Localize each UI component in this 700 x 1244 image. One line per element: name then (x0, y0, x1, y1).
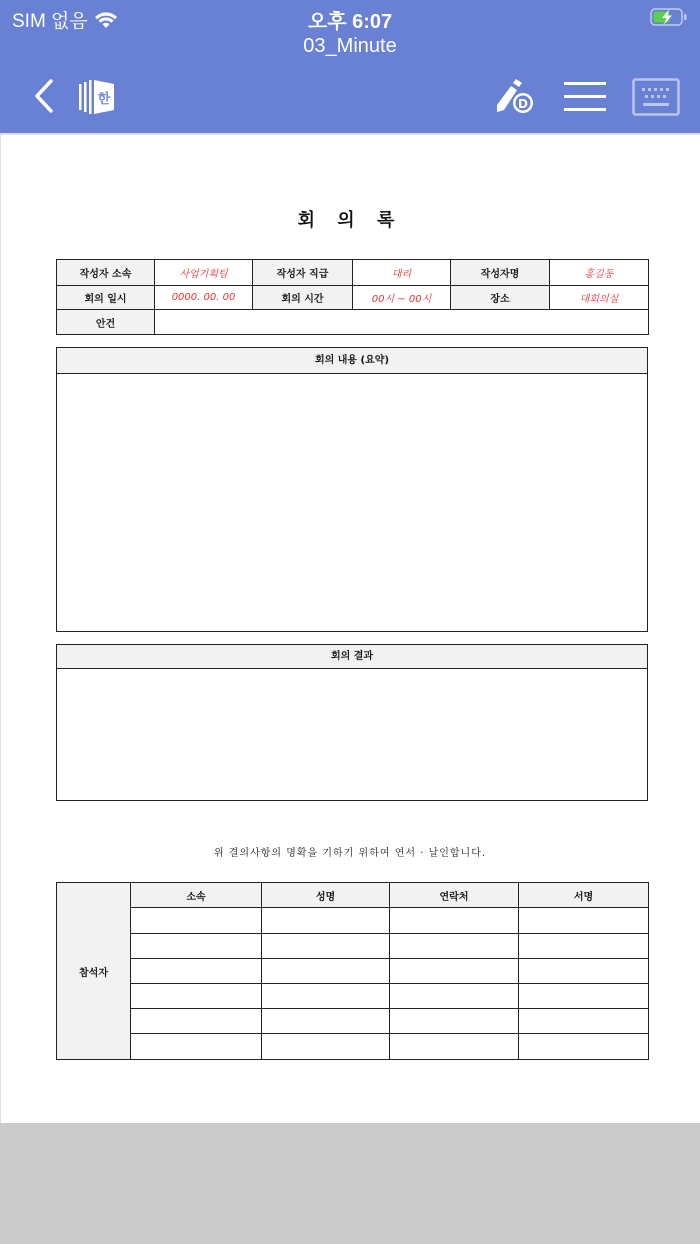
document-title: 03_Minute (303, 35, 397, 57)
signature-cell[interactable] (519, 959, 649, 984)
attendee-row (57, 984, 649, 1009)
attendee-row (57, 1009, 649, 1034)
author-dept-field[interactable]: 사업기획팀 (155, 260, 253, 286)
name-cell[interactable] (262, 1009, 390, 1034)
contact-cell[interactable] (390, 1034, 519, 1060)
label-cell: 회의 시간 (253, 286, 353, 310)
dept-cell[interactable] (131, 934, 262, 959)
svg-text:D: D (518, 97, 528, 111)
battery-charging-icon (650, 8, 688, 26)
info-row (57, 286, 649, 310)
label-cell: 작성자 소속 (57, 260, 155, 286)
signature-cell[interactable] (519, 908, 649, 934)
author-rank-field[interactable]: 대리 (353, 260, 451, 286)
name-cell[interactable] (262, 959, 390, 984)
meeting-time-field[interactable]: 00시 ~ 00시 (353, 286, 451, 310)
label-cell: 장소 (451, 286, 550, 310)
app-header (0, 0, 700, 133)
column-header: 소속 (131, 883, 262, 908)
meeting-date-field[interactable]: 0000. 00. 00 (155, 286, 253, 310)
result-section (56, 644, 648, 801)
pen-draw-icon[interactable] (495, 78, 535, 114)
dept-cell[interactable] (131, 1009, 262, 1034)
label-cell: 안건 (57, 310, 155, 335)
dept-cell[interactable] (131, 1034, 262, 1060)
meeting-place-field[interactable]: 대회의실 (550, 286, 649, 310)
attendee-row (57, 959, 649, 984)
keyboard-icon[interactable] (632, 78, 680, 116)
status-time: 오후 6:07 (307, 11, 393, 33)
contact-cell[interactable] (390, 959, 519, 984)
signature-cell[interactable] (519, 1034, 649, 1060)
carrier-label: SIM 없음 (12, 11, 88, 32)
contact-cell[interactable] (390, 934, 519, 959)
attendee-header-row (57, 883, 649, 908)
attendee-side-label: 참석자 (57, 883, 131, 1060)
back-button[interactable] (30, 78, 56, 114)
dept-cell[interactable] (131, 908, 262, 934)
label-cell: 작성자명 (451, 260, 550, 286)
attendee-row (57, 934, 649, 959)
summary-content-field[interactable] (57, 374, 647, 630)
info-table (56, 259, 649, 335)
label-cell: 회의 일시 (57, 286, 155, 310)
label-cell: 작성자 직급 (253, 260, 353, 286)
name-cell[interactable] (262, 934, 390, 959)
name-cell[interactable] (262, 1034, 390, 1060)
name-cell[interactable] (262, 984, 390, 1009)
agenda-field[interactable] (155, 310, 649, 335)
column-header: 연락처 (390, 883, 519, 908)
signature-cell[interactable] (519, 984, 649, 1009)
attendee-row (57, 908, 649, 934)
result-header: 회의 결과 (57, 645, 647, 669)
attendee-table (56, 882, 649, 1060)
hamburger-menu-icon[interactable] (563, 80, 607, 114)
contact-cell[interactable] (390, 908, 519, 934)
dept-cell[interactable] (131, 959, 262, 984)
info-row (57, 260, 649, 286)
column-header: 서명 (519, 883, 649, 908)
author-name-field[interactable]: 홍길동 (550, 260, 649, 286)
summary-section (56, 347, 648, 632)
contact-cell[interactable] (390, 1009, 519, 1034)
column-header: 성명 (262, 883, 390, 908)
page-title: 회 의 록 (297, 210, 403, 231)
attendee-row (57, 1034, 649, 1060)
name-cell[interactable] (262, 908, 390, 934)
info-row (57, 310, 649, 335)
signature-cell[interactable] (519, 934, 649, 959)
contact-cell[interactable] (390, 984, 519, 1009)
signature-cell[interactable] (519, 1009, 649, 1034)
svg-text:한: 한 (97, 92, 111, 107)
summary-header: 회의 내용 (요약) (57, 348, 647, 374)
declaration-text: 위 결의사항의 명확을 기하기 위하여 연서 · 날인합니다. (213, 848, 487, 859)
result-content-field[interactable] (57, 669, 647, 799)
dept-cell[interactable] (131, 984, 262, 1009)
hancom-app-icon[interactable] (78, 79, 116, 115)
